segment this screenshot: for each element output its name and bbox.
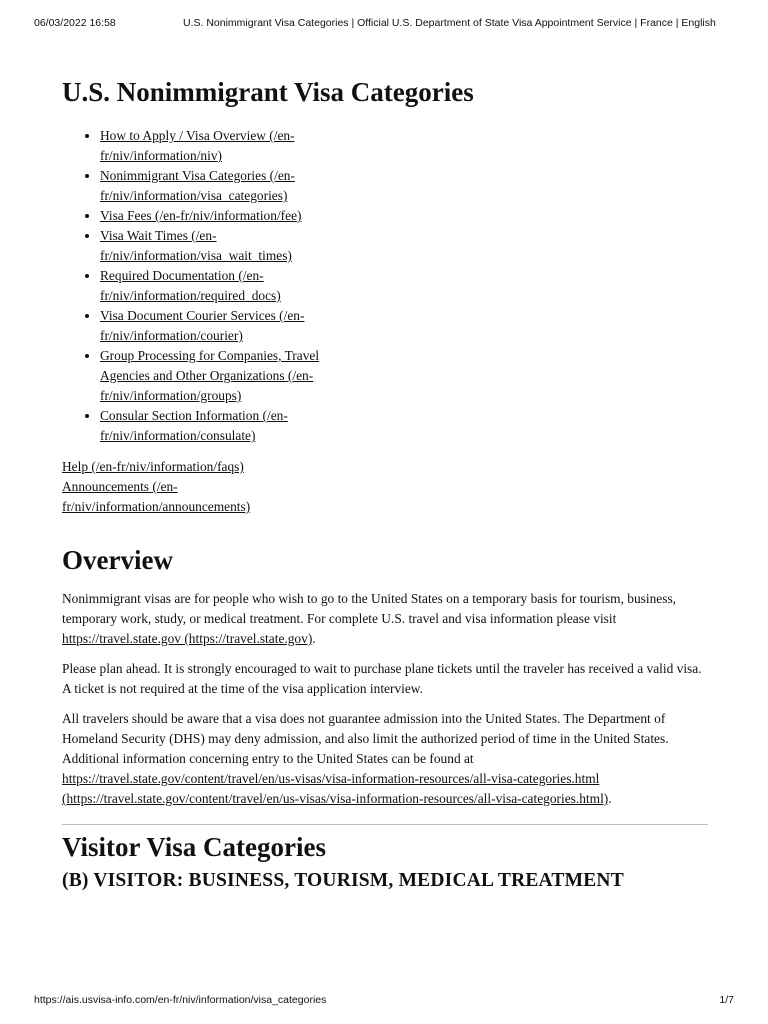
main-content [62, 70, 708, 894]
overview-heading: Overview [62, 545, 173, 575]
overview-p3-text: All travelers should be aware that a visa does not guarantee admission into the United States. The Department of Homeland Security (DHS) may deny admission, and also limit the authorized period of time in the United States. Additional information concerning entry to the United States can be found at [62, 711, 669, 766]
print-footer-url: https://ais.usvisa-info.com/en-fr/niv/information/visa_categories [34, 994, 327, 1006]
nav-link-visa-fees[interactable]: Visa Fees (/en-fr/niv/information/fee) [100, 208, 302, 223]
nav-link-consulate[interactable]: Consular Section Information (/en-fr/niv/information/consulate) [100, 408, 288, 443]
travel-state-gov-link[interactable]: https://travel.state.gov (https://travel.state.gov) [62, 631, 313, 646]
nav-item-consulate [100, 406, 320, 446]
visitor-b-subheading: (B) VISITOR: BUSINESS, TOURISM, MEDICAL TREATMENT [62, 870, 624, 891]
overview-p1-end: . [312, 631, 316, 646]
overview-paragraph-2: Please plan ahead. It is strongly encouraged to wait to purchase plane tickets until the traveler has received a valid visa. A ticket is not required at the time of the visa application interview. [62, 661, 702, 696]
secondary-links [62, 457, 272, 517]
print-document-title: U.S. Nonimmigrant Visa Categories | Official U.S. Department of State Visa Appointment Service | France | English [183, 17, 716, 29]
page-title: U.S. Nonimmigrant Visa Categories [62, 77, 474, 107]
all-visa-categories-link[interactable]: https://travel.state.gov/content/travel/en/us-visas/visa-information-resources/all-visa-categories.html (https://travel.state.gov/content/travel/en/us-visas/visa-information-resources/all-visa-categories.html) [62, 771, 609, 806]
section-divider [62, 824, 708, 825]
announcements-link[interactable]: Announcements (/en-fr/niv/information/announcements) [62, 479, 251, 514]
nav-item-courier [100, 306, 320, 346]
print-page-number: 1/7 [719, 994, 734, 1006]
help-link[interactable]: Help (/en-fr/niv/information/faqs) [62, 459, 244, 474]
nav-link-how-to-apply[interactable]: How to Apply / Visa Overview (/en-fr/niv/information/niv) [100, 128, 295, 163]
nav-link-visa-categories[interactable]: Nonimmigrant Visa Categories (/en-fr/niv/information/visa_categories) [100, 168, 295, 203]
nav-item-required-docs [100, 266, 320, 306]
nav-item-visa-categories [100, 166, 320, 206]
overview-p1-text: Nonimmigrant visas are for people who wish to go to the United States on a temporary basis for tourism, business, temporary work, study, or medical treatment. For complete U.S. travel and visa information please visit [62, 591, 677, 626]
nav-link-courier[interactable]: Visa Document Courier Services (/en-fr/niv/information/courier) [100, 308, 305, 343]
nav-link-wait-times[interactable]: Visa Wait Times (/en-fr/niv/information/visa_wait_times) [100, 228, 292, 263]
overview-p3-end: . [608, 791, 612, 806]
overview-section [62, 543, 708, 809]
nav-item-how-to-apply [100, 126, 320, 166]
nav-item-wait-times [100, 226, 320, 266]
nav-link-groups[interactable]: Group Processing for Companies, Travel Agencies and Other Organizations (/en-fr/niv/information/groups) [100, 348, 320, 403]
print-datetime: 06/03/2022 16:58 [34, 17, 116, 29]
nav-item-groups [100, 346, 320, 406]
overview-paragraph-1 [62, 589, 708, 649]
overview-paragraph-3 [62, 709, 708, 809]
info-nav-list [62, 126, 320, 446]
nav-item-visa-fees [100, 206, 320, 226]
visitor-visa-heading: Visitor Visa Categories [62, 832, 326, 862]
nav-link-required-docs[interactable]: Required Documentation (/en-fr/niv/information/required_docs) [100, 268, 281, 303]
